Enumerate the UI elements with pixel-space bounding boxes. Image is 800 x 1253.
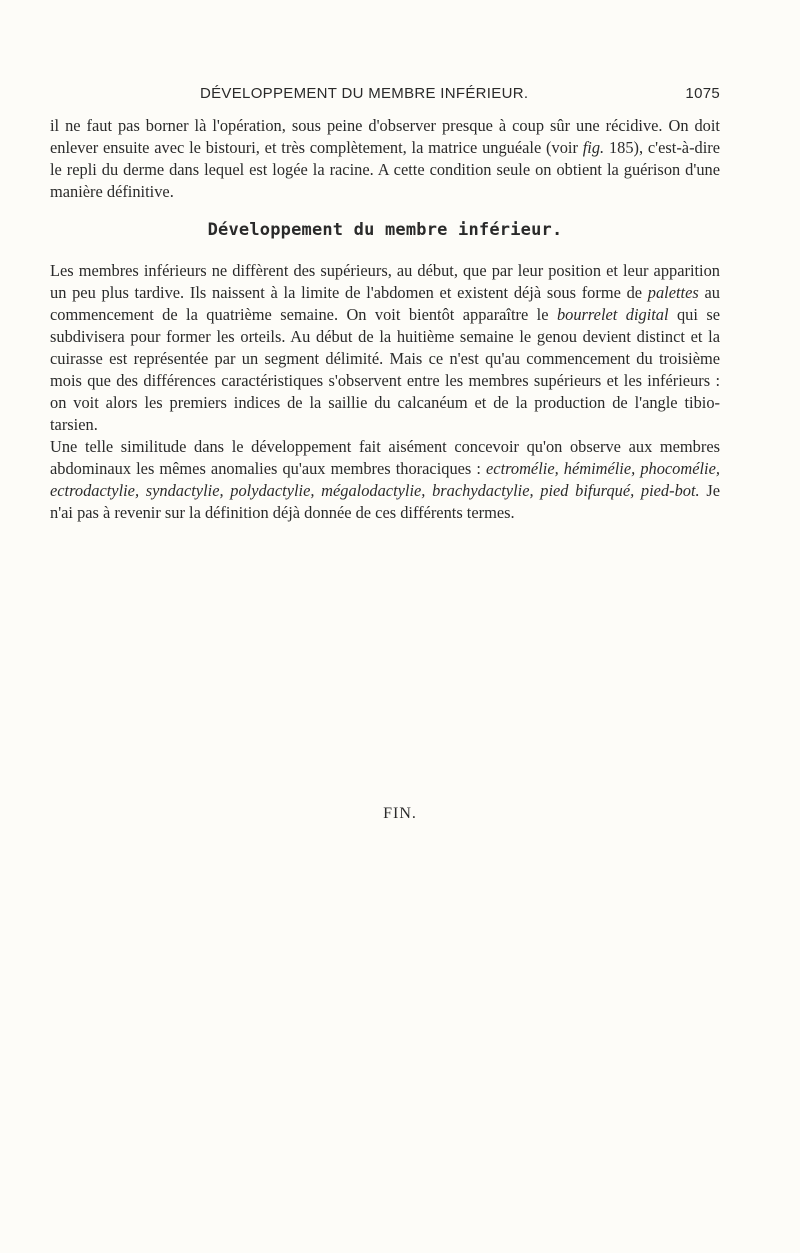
paragraph-continuation [50, 115, 720, 203]
paragraph-2-c: qui se subdivisera pour former les orteils. Au début de la huitième semaine le genou devient distinct et la cuirasse est représentée par un segment délimité. Mais ce n'est qu'au commencement du troisième mois que des différences caractéristiques s'observent entre les membres supérieurs et les inférieurs : on voit alors les premiers indices de la saillie du calcanéum et de la production de l'angle tibio-tarsien. [50, 305, 720, 434]
section-title: Développement du membre inférieur. [207, 220, 563, 240]
anomaly-terms: ectromélie, hémimélie, phocomélie, ectrodactylie, syndactylie, polydactylie, mégalodactylie, brachydactylie, pied bifurqué, pied-bot. [50, 459, 720, 500]
paragraph-2-a: Les membres inférieurs ne diffèrent des supérieurs, au début, que par leur position et leur apparition un peu plus tardive. Ils naissent à la limite de l'abdomen et existent déjà sous forme de [50, 261, 720, 302]
paragraph-2-b: au commencement de la quatrième semaine. On voit bientôt apparaître le [50, 283, 720, 324]
page-number: 1075 [685, 85, 720, 102]
paragraph-anomalies [50, 436, 720, 524]
paragraph-3-b: Je n'ai pas à revenir sur la définition déjà donnée de ces différents termes. [50, 481, 720, 522]
term-bourrelet: bourrelet digital [556, 305, 669, 324]
page-content [50, 85, 721, 822]
paragraph-1-end: 185), c'est-à-dire le repli du derme dans lequel est logée la racine. A cette condition seule on obtient la guérison d'une manière définitive. [50, 138, 721, 201]
fin-marker: FIN. [383, 805, 417, 822]
paragraph-1-text: il ne faut pas borner là l'opération, sous peine d'observer presque à coup sûr une récidive. On doit enlever ensuite avec le bistouri, et très complètement, la matrice unguéale (voir [50, 116, 720, 157]
paragraph-3-a: Une telle similitude dans le développement fait aisément concevoir qu'on observe aux membres abdominaux les mêmes anomalies qu'aux membres thoraciques : [50, 437, 720, 478]
running-header [50, 85, 720, 107]
term-palettes: palettes [647, 283, 699, 302]
figure-reference: fig. [582, 138, 605, 157]
paragraph-development [50, 260, 720, 436]
running-title: DÉVELOPPEMENT DU MEMBRE INFÉRIEUR. [200, 85, 529, 102]
